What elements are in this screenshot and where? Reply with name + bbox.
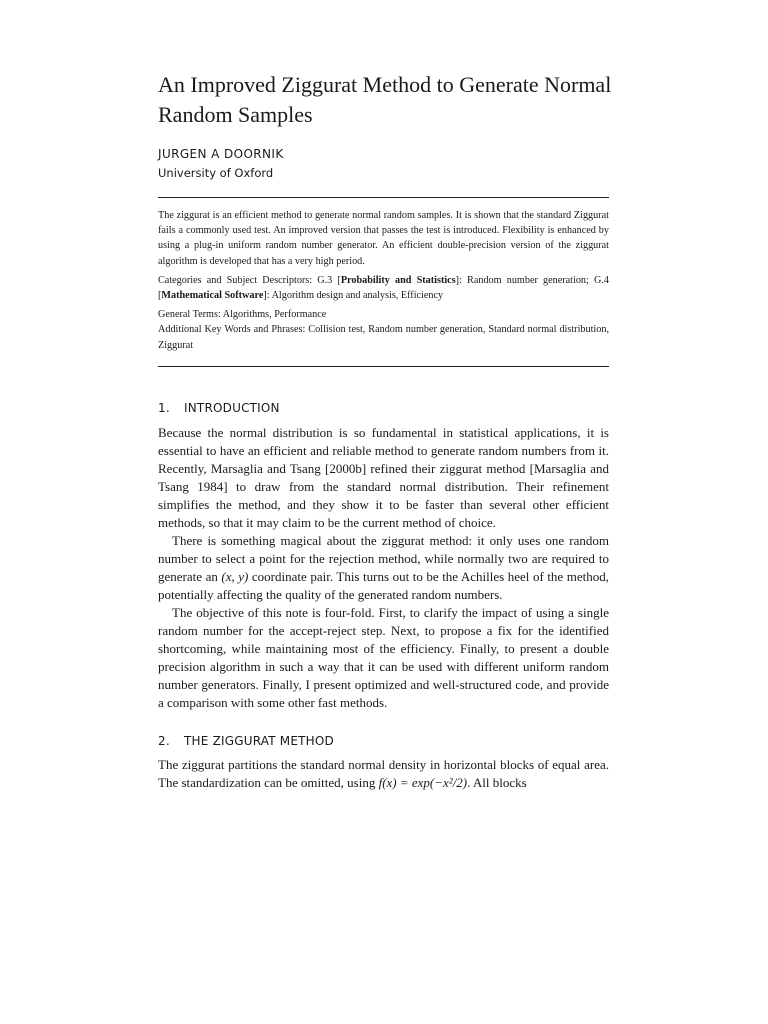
- section-number: 2.: [158, 734, 170, 748]
- section-heading-ziggurat: [158, 734, 334, 748]
- ziggurat-body: [158, 756, 609, 792]
- author-affiliation: University of Oxford: [158, 166, 274, 180]
- keywords: Additional Key Words and Phrases: Collision test, Random number generation, Standard normal distribution, Ziggurat: [158, 324, 609, 351]
- intro-paragraph-1: Because the normal distribution is so fundamental in statistical applications, it is essential to have an efficient and reliable method to generate random numbers from it. Recently, Marsaglia and Tsang [2000b] refined their ziggurat method [Marsaglia and Tsang 1984] to draw from the standard normal distribution. Their refinement simplifies the method, and they show it to be faster than several other efficient methods, so that it may claim to be the current method of choice.: [158, 425, 609, 530]
- general-terms: General Terms: Algorithms, Performance: [158, 309, 327, 321]
- section-number: 1.: [158, 401, 170, 415]
- categories-bold-2: Mathematical Software: [161, 290, 264, 302]
- intro-paragraph-3: The objective of this note is four-fold. First, to clarify the impact of using a single random number for the accept-reject step. Next, to propose a fix for the identified shortcoming, while maintaining most of the efficiency. Finally, to present a double precision algorithm in such a way that it can be used with different uniform random number generators. Finally, I present optimized and well-structured code, and provide a comparison with some other fast methods.: [158, 605, 609, 710]
- abstract-text: The ziggurat is an efficient method to generate normal random samples. It is shown that the standard Ziggurat fails a commonly used test. An improved version that passes the test is introduced. Flexibility is enhanced by using a plug-in uniform random number generator. An efficient double-precision version of the ziggurat algorithm is developed that has a very high period.: [158, 210, 609, 267]
- intro-paragraph-2: [158, 532, 609, 604]
- categories-bold-1: Probability and Statistics: [340, 274, 456, 286]
- ziggurat-paragraph-1: [158, 756, 609, 792]
- abstract-top-rule: [158, 197, 609, 198]
- intro-p2-text-b: coordinate pair. This turns out to be the Achilles heel of the method, potentially affecting the quality of the generated random numbers.: [158, 569, 609, 602]
- author-name: JURGEN A DOORNIK: [158, 147, 284, 161]
- intro-p2-text-a: There is something magical about the ziggurat method: it only uses one random number to select a point for the rejection method, while normally two are required to generate an: [158, 533, 609, 584]
- intro-p2-math: (x, y): [221, 569, 249, 584]
- ziggurat-p1-text-b: . All blocks: [467, 775, 527, 790]
- categories-descriptors: [158, 273, 609, 303]
- ziggurat-p1-text-a: The ziggurat partitions the standard normal density in horizontal blocks of equal area. The standardization can be omitted, using: [158, 757, 609, 790]
- ziggurat-p1-math: f(x) = exp(−x²/2): [378, 775, 468, 790]
- categories-mid: ]: Random number generation; G.4 [: [158, 274, 609, 302]
- categories-suffix: ]: Algorithm design and analysis, Efficiency: [263, 290, 444, 302]
- paper-title: An Improved Ziggurat Method to Generate Normal Random Samples: [158, 72, 612, 127]
- section-title: INTRODUCTION: [184, 401, 280, 415]
- abstract-bottom-rule: [158, 366, 609, 367]
- abstract-block: [158, 208, 609, 357]
- categories-prefix: Categories and Subject Descriptors: G.3 [: [158, 274, 341, 286]
- section-heading-introduction: [158, 401, 280, 415]
- section-title: THE ZIGGURAT METHOD: [184, 734, 334, 748]
- introduction-body: [158, 424, 609, 712]
